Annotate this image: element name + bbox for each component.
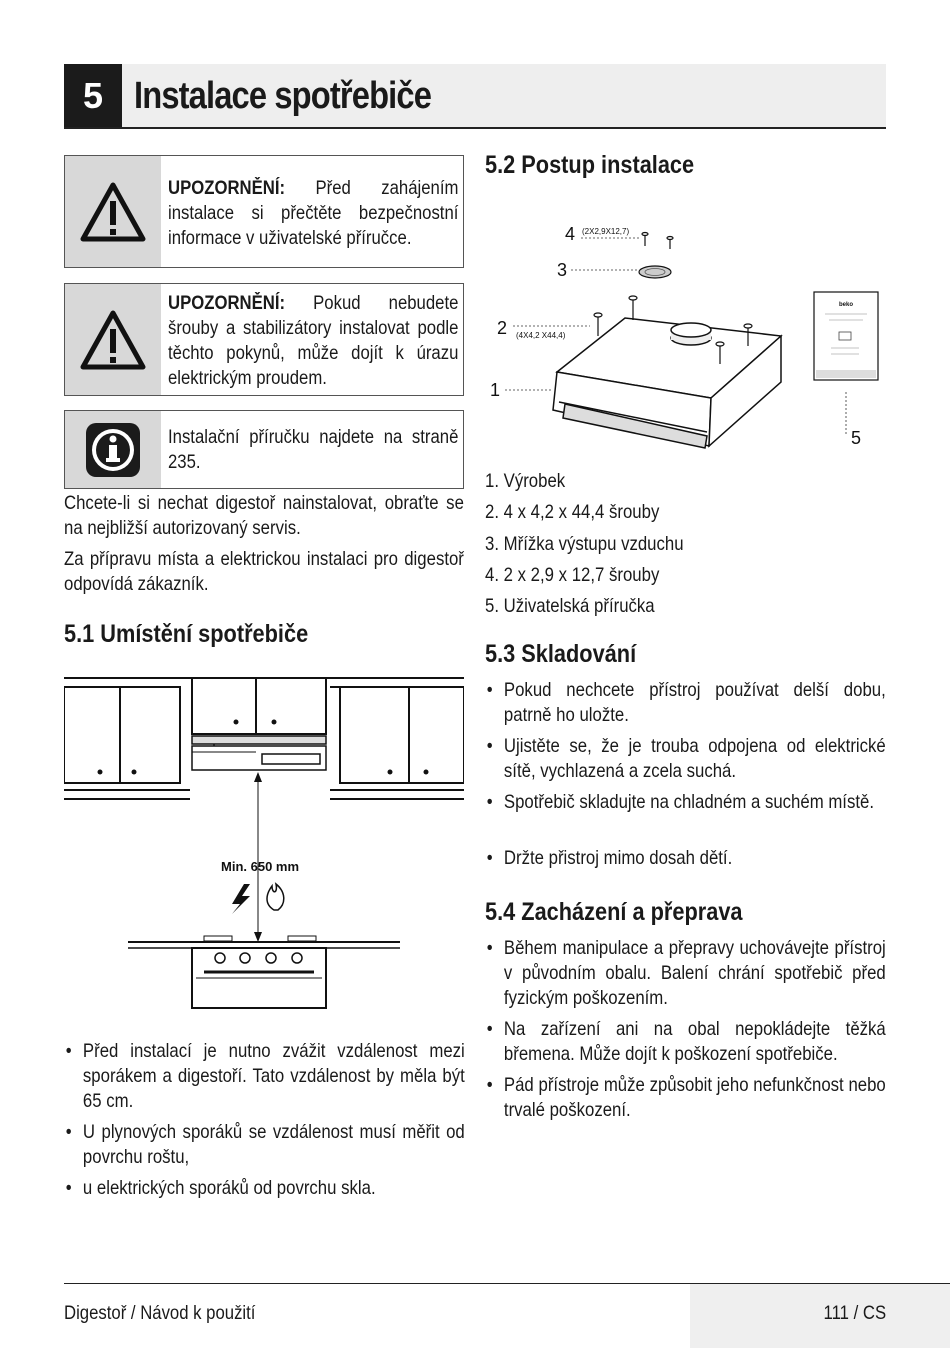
callout-4: 4 [565,224,576,244]
callout-3: 3 [557,260,568,280]
parts-list-item: 2. 4 x 4,2 x 44,4 šrouby [485,501,660,523]
footer-page-band [690,1284,950,1348]
section-title-install: 5.2 Postup instalace [485,151,695,179]
list-item: • Ujistěte se, že je trouba odpojena od elektrické sítě, vychlazená a zcela suchá. [485,734,886,784]
footer-page-number: 111 / CS [823,1303,886,1324]
info-text: Instalační příručku najdete na straně 235. [168,427,459,473]
warning-text-2: UPOZORNĚNÍ: Pokud nebudete šrouby a stabilizátory instalovat podle těchto pokynů, může dojít k úrazu elektrickým proudem. [168,293,459,389]
list-item: • Před instalací je nutno zvážit vzdálenost mezi sporákem a digestoří. Tato vzdálenost by měla být 65 cm. [64,1039,465,1114]
chapter-title: Instalace spotřebiče [134,75,432,117]
warning-text-1: UPOZORNĚNÍ: Před zahájením instalace si přečtěte bezpečnostní informace v uživatelské příručce. [168,178,459,249]
list-item: • u elektrických sporáků od povrchu skla. [64,1176,465,1201]
warning-triangle-icon [65,284,161,395]
list-item: • Spotřebič skladujte na chladném a suchém místě. [485,790,886,815]
paragraph-customer: Za přípravu místa a elektrickou instalaci pro digestoř odpovídá zákazník. [64,548,464,595]
callout-1: 1 [490,380,501,400]
footer-document-title: Digestoř / Návod k použití [64,1303,256,1324]
callout-4-size: (2X2,9X12,7) [582,227,630,236]
paragraph-service: Chcete-li si nechat digestoř nainstalovat, obraťte se na nejbližší autorizovaný servis. [64,492,464,539]
section-title-placement: 5.1 Umístění spotřebiče [64,620,309,648]
warning-box-1 [64,155,464,268]
info-icon [65,411,161,488]
list-item: • Pokud nechcete přístroj používat delší dobu, patrně ho uložte. [485,678,886,728]
parts-list-item: 4. 2 x 2,9 x 12,7 šrouby [485,564,660,586]
list-item: • Na zařízení ani na obal nepokládejte těžká břemena. Může dojít k poškození spotřebiče. [485,1017,886,1067]
section-title-storage: 5.3 Skladování [485,640,637,668]
chapter-number: 5 [64,64,122,127]
flame-icon [267,884,284,910]
warning-box-2 [64,283,464,396]
list-item: • Držte přistroj mimo dosah dětí. [485,846,886,871]
callout-2-size: (4X4,2 X44,4) [516,331,566,340]
section-title-handling: 5.4 Zacházení a přeprava [485,898,743,926]
callout-5: 5 [851,428,862,448]
info-box [64,410,464,489]
distance-label: Min. 650 mm [221,859,300,874]
warning-triangle-icon [65,156,161,267]
parts-list-item: 5. Uživatelská příručka [485,595,655,617]
lightning-icon [232,884,250,914]
manual-brand: beko [839,302,854,308]
list-item: • Pád přístroje může způsobit jeho nefunkčnost nebo trvalé poškození. [485,1073,886,1123]
list-item: • U plynových sporáků se vzdálenost musí měřit od povrchu roštu, [64,1120,465,1170]
parts-list-item: 1. Výrobek [485,470,566,492]
install-parts-diagram [485,214,885,454]
parts-list-item: 3. Mřížka výstupu vzduchu [485,533,684,555]
callout-2: 2 [497,318,508,338]
placement-diagram [64,672,464,1012]
user-manual-thumbnail [814,292,878,380]
list-item: • Během manipulace a přepravy uchovávejte přístroj v původním obalu. Balení chrání spotřebič před fyzickým poškozením. [485,936,886,1011]
